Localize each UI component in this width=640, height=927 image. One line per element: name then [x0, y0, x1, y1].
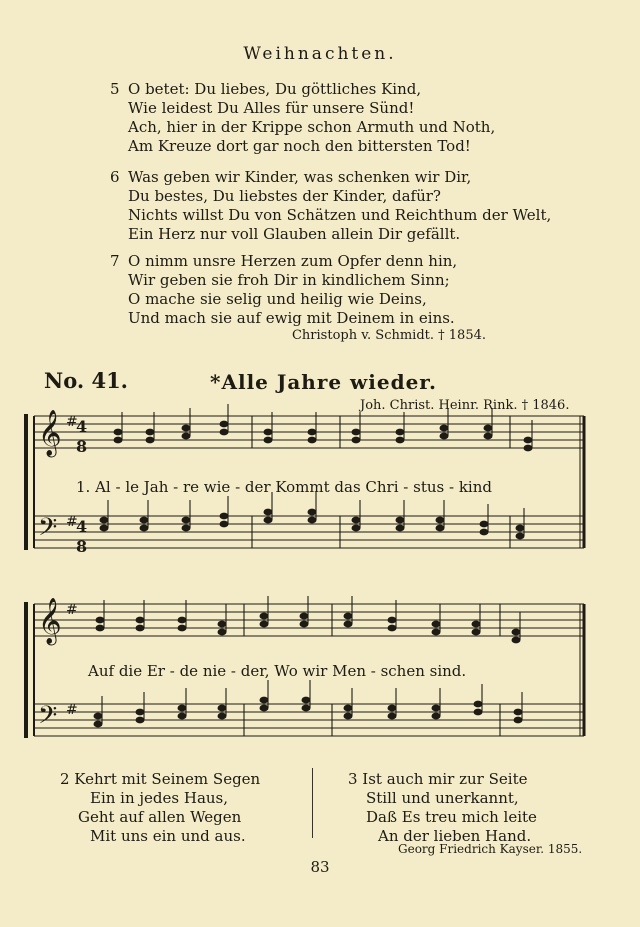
note-head — [218, 713, 227, 720]
note-head — [514, 717, 523, 724]
note-head — [264, 429, 273, 436]
note-head — [472, 621, 481, 628]
note-head — [300, 621, 309, 628]
stanza-line: Daß Es treu mich leite — [366, 808, 537, 826]
lyrics-line-2: Auf die Er - de nie - der, Wo wir Men - schen sind. — [88, 662, 467, 680]
note-head — [396, 525, 405, 532]
note-head — [308, 437, 317, 444]
note-head — [264, 517, 273, 524]
note-head — [114, 429, 123, 436]
verse-author-credit: Christoph v. Schmidt. † 1854. — [291, 328, 486, 343]
note-head — [220, 429, 229, 436]
time-signature-top: 4 — [76, 517, 88, 536]
note-head — [480, 529, 489, 536]
note-head — [524, 437, 533, 444]
note-head — [182, 433, 191, 440]
note-head — [136, 625, 145, 632]
note-head — [344, 621, 353, 628]
stanza-line: 2 Kehrt mit Seinem Segen — [60, 770, 261, 788]
time-signature-bottom: 8 — [76, 437, 88, 456]
poet-credit: Georg Friedrich Kayser. 1855. — [398, 842, 583, 856]
note-head — [480, 521, 489, 528]
verse-line: Ein Herz nur voll Glauben allein Dir gefällt. — [128, 225, 461, 243]
note-head — [308, 517, 317, 524]
note-head — [140, 517, 149, 524]
stanza-line: Mit uns ein und aus. — [90, 827, 246, 845]
note-head — [440, 433, 449, 440]
stanza-line: Still und unerkannt, — [366, 789, 519, 807]
note-head — [352, 437, 361, 444]
note-head — [264, 437, 273, 444]
treble-clef-icon: 𝄞 — [38, 598, 62, 644]
sharp-icon: # — [66, 602, 78, 618]
note-head — [484, 425, 493, 432]
note-head — [308, 509, 317, 516]
note-head — [352, 517, 361, 524]
note-head — [300, 613, 309, 620]
note-head — [260, 613, 269, 620]
note-head — [178, 705, 187, 712]
note-head — [432, 705, 441, 712]
note-head — [264, 509, 273, 516]
note-head — [136, 717, 145, 724]
note-head — [94, 721, 103, 728]
stanza-line: Geht auf allen Wegen — [78, 808, 242, 826]
note-head — [182, 525, 191, 532]
note-head — [344, 713, 353, 720]
note-head — [146, 437, 155, 444]
verse-line: Was geben wir Kinder, was schenken wir Dir, — [128, 168, 472, 186]
stanza-3 — [348, 770, 537, 846]
note-head — [220, 421, 229, 428]
note-head — [302, 697, 311, 704]
note-head — [96, 625, 105, 632]
stanza-divider — [312, 768, 313, 838]
note-head — [100, 517, 109, 524]
note-head — [436, 525, 445, 532]
verse-number: 6 — [110, 168, 120, 186]
note-head — [218, 621, 227, 628]
note-head — [472, 629, 481, 636]
note-head — [96, 617, 105, 624]
verse-line: Ach, hier in der Krippe schon Armuth und Noth, — [128, 118, 496, 136]
note-head — [260, 705, 269, 712]
note-head — [218, 629, 227, 636]
note-head — [396, 437, 405, 444]
note-head — [140, 525, 149, 532]
note-head — [388, 705, 397, 712]
sharp-icon: # — [66, 414, 78, 430]
stanza-line: Ein in jedes Haus, — [90, 789, 229, 807]
note-head — [308, 429, 317, 436]
note-head — [440, 425, 449, 432]
verse-line: Und mach sie auf ewig mit Deinem in eins. — [128, 309, 455, 327]
note-head — [396, 429, 405, 436]
note-head — [352, 429, 361, 436]
stanza-2 — [60, 770, 260, 846]
page-number: 83 — [310, 858, 330, 876]
system-bracket — [24, 602, 28, 738]
note-head — [432, 713, 441, 720]
sharp-icon: # — [66, 514, 78, 530]
note-head — [388, 713, 397, 720]
section-title: Weihnachten. — [243, 44, 397, 64]
verse-line: O nimm unsre Herzen zum Opfer denn hin, — [128, 252, 458, 270]
verse-line: O betet: Du liebes, Du göttliches Kind, — [128, 80, 422, 98]
note-head — [100, 525, 109, 532]
note-head — [512, 637, 521, 644]
verse-number: 7 — [110, 252, 120, 270]
note-head — [178, 617, 187, 624]
note-head — [136, 617, 145, 624]
note-head — [512, 629, 521, 636]
note-head — [178, 625, 187, 632]
note-head — [352, 525, 361, 532]
note-head — [220, 521, 229, 528]
note-head — [474, 709, 483, 716]
bass-clef-icon: 𝄢 — [38, 701, 58, 736]
note-head — [182, 517, 191, 524]
verse-line: Wir geben sie froh Dir in kindlichem Sinn; — [128, 271, 450, 289]
note-head — [432, 629, 441, 636]
composer-credit: Joh. Christ. Heinr. Rink. † 1846. — [360, 398, 570, 413]
treble-clef-icon: 𝄞 — [38, 410, 62, 456]
time-signature-top: 4 — [76, 417, 88, 436]
note-head — [388, 617, 397, 624]
note-head — [396, 517, 405, 524]
note-head — [344, 613, 353, 620]
note-head — [136, 709, 145, 716]
note-head — [484, 433, 493, 440]
note-head — [474, 701, 483, 708]
note-head — [516, 525, 525, 532]
sharp-icon: # — [66, 702, 78, 718]
hymn-title: *Alle Jahre wieder. — [210, 370, 437, 394]
lyrics-line-1: 1. Al - le Jah - re wie - der Kommt das Chri - stus - kind — [76, 478, 492, 496]
note-head — [178, 713, 187, 720]
note-head — [260, 697, 269, 704]
verse-line: Wie leidest Du Alles für unsere Sünd! — [128, 99, 415, 117]
system-bracket — [24, 414, 28, 550]
verse-line: O mache sie selig und heilig wie Deins, — [128, 290, 427, 308]
note-head — [114, 437, 123, 444]
note-head — [302, 705, 311, 712]
note-head — [220, 513, 229, 520]
bass-clef-icon: 𝄢 — [38, 513, 58, 548]
verse-line: Du bestes, Du liebstes der Kinder, dafür? — [128, 187, 441, 205]
hymn-number: No. 41. — [44, 368, 128, 393]
stanza-line: 3 Ist auch mir zur Seite — [348, 770, 528, 788]
time-signature-bottom: 8 — [76, 537, 88, 556]
note-head — [146, 429, 155, 436]
note-head — [182, 425, 191, 432]
note-head — [524, 445, 533, 452]
verse-number: 5 — [110, 80, 120, 98]
note-head — [260, 621, 269, 628]
verse-line: Am Kreuze dort gar noch den bittersten Tod! — [128, 137, 471, 155]
note-head — [94, 713, 103, 720]
note-head — [436, 517, 445, 524]
note-head — [344, 705, 353, 712]
verse-line: Nichts willst Du von Schätzen und Reichthum der Welt, — [128, 206, 552, 224]
note-head — [432, 621, 441, 628]
note-head — [514, 709, 523, 716]
note-head — [388, 625, 397, 632]
stanza-line: An der lieben Hand. — [378, 827, 532, 845]
note-head — [218, 705, 227, 712]
note-head — [516, 533, 525, 540]
